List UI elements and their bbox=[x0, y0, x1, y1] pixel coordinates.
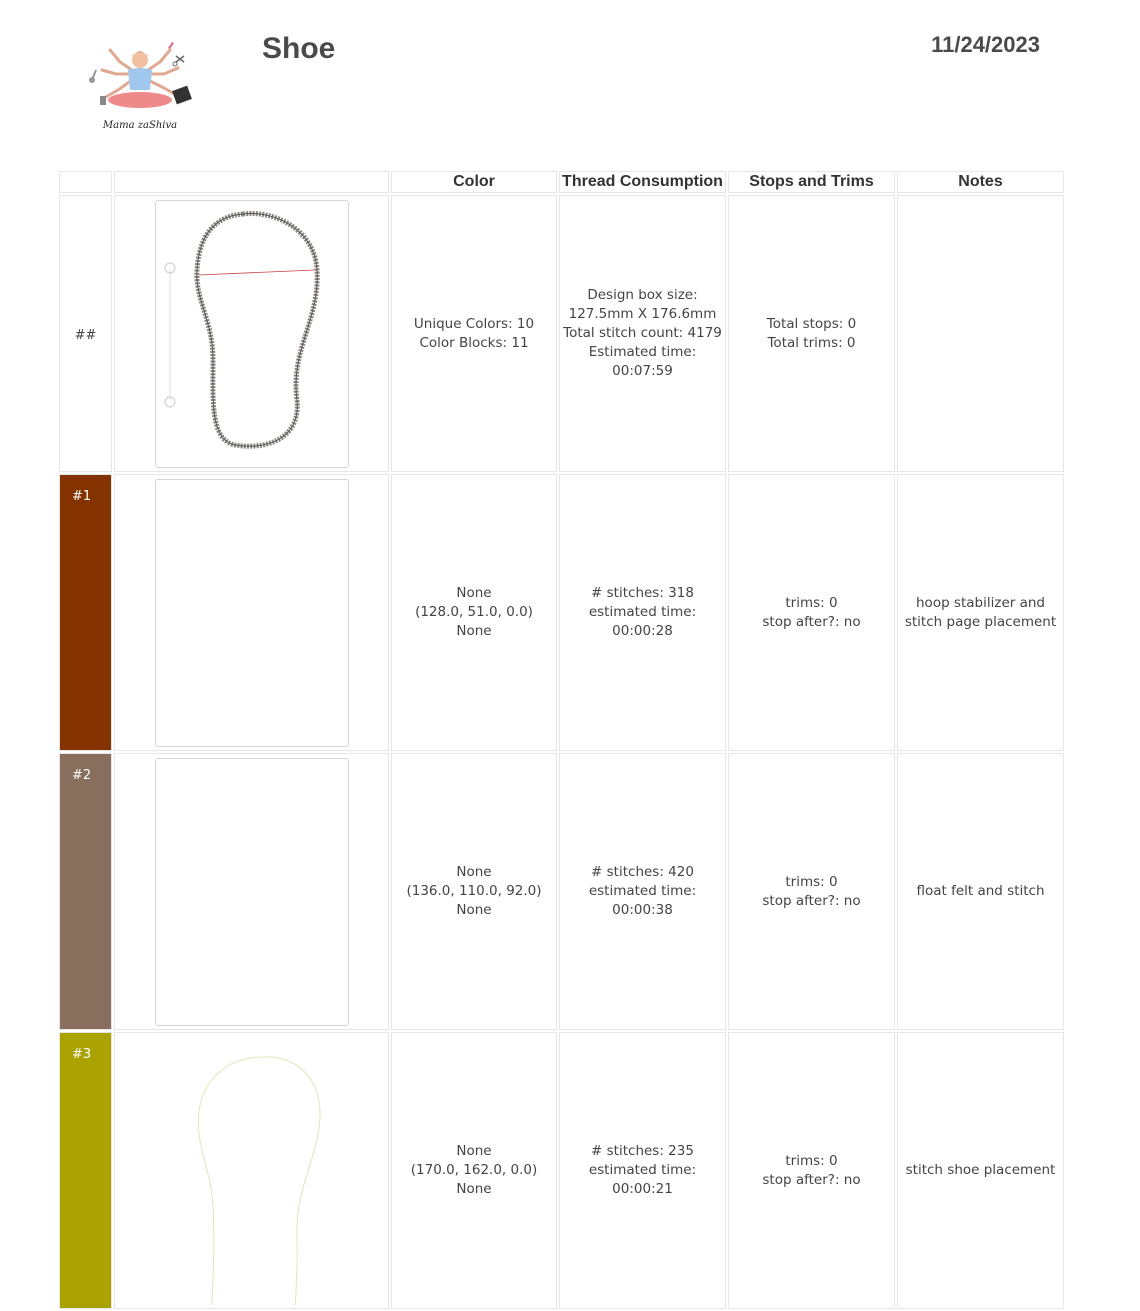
summary-stops bbox=[728, 195, 895, 472]
logo bbox=[80, 40, 200, 135]
total-stops: Total stops: 0 bbox=[766, 315, 857, 332]
color-block-row bbox=[59, 474, 1064, 751]
block-notes bbox=[897, 474, 1064, 751]
color-block-row bbox=[59, 753, 1064, 1030]
thread-rgb: (136.0, 110.0, 92.0) bbox=[406, 883, 542, 899]
block-preview-frame bbox=[155, 479, 349, 747]
design-box-size: 127.5mm X 176.6mm bbox=[568, 306, 717, 322]
pin-icon bbox=[168, 42, 174, 49]
header-index bbox=[59, 171, 112, 193]
trims: trims: 0 bbox=[785, 594, 838, 611]
block-stops bbox=[728, 753, 895, 1030]
block-preview-cell bbox=[114, 753, 389, 1030]
iron-icon bbox=[172, 86, 192, 105]
estimated-time-label: Estimated time: bbox=[588, 344, 697, 360]
block-index: #3 bbox=[72, 1047, 92, 1062]
spool-icon bbox=[100, 96, 106, 105]
thread-code: None bbox=[456, 623, 492, 639]
trims: trims: 0 bbox=[785, 1152, 838, 1169]
block-thread bbox=[559, 753, 726, 1030]
header-stops-and-trims: Stops and Trims bbox=[728, 171, 895, 193]
note-line: stitch page placement bbox=[904, 613, 1057, 630]
block-notes bbox=[897, 753, 1064, 1030]
color-blocks: Color Blocks: 11 bbox=[419, 334, 529, 351]
block-stops bbox=[728, 1032, 895, 1309]
header-notes: Notes bbox=[897, 171, 1064, 193]
stitch-count: # stitches: 318 bbox=[591, 585, 694, 601]
estimated-time-label: estimated time: bbox=[588, 883, 697, 899]
shoe-outline-preview bbox=[155, 200, 349, 468]
header-image bbox=[114, 171, 389, 193]
shoe-placement-preview bbox=[155, 1037, 349, 1305]
color-swatch bbox=[59, 474, 112, 751]
header-thread-consumption: Thread Consumption bbox=[559, 171, 726, 193]
thread-name: None bbox=[456, 585, 492, 601]
unique-colors: Unique Colors: 10 bbox=[413, 315, 535, 332]
estimated-time-value: 00:00:38 bbox=[612, 902, 673, 918]
total-trims: Total trims: 0 bbox=[767, 334, 856, 351]
thread-rgb: (128.0, 51.0, 0.0) bbox=[415, 604, 533, 620]
block-preview-cell bbox=[114, 1032, 389, 1309]
color-block-row bbox=[59, 1032, 1064, 1309]
block-index: #2 bbox=[72, 768, 92, 783]
thread-rgb: (170.0, 162.0, 0.0) bbox=[410, 1162, 538, 1178]
page-title: Shoe bbox=[262, 32, 336, 65]
block-preview-frame bbox=[155, 758, 349, 1026]
note-line: float felt and stitch bbox=[916, 883, 1045, 899]
document-date: 11/24/2023 bbox=[931, 32, 1040, 57]
color-swatch bbox=[59, 753, 112, 1030]
thread-name: None bbox=[456, 1143, 492, 1159]
estimated-time-label: estimated time: bbox=[588, 604, 697, 620]
stitch-count: # stitches: 420 bbox=[591, 864, 694, 880]
note-line: stitch shoe placement bbox=[905, 1162, 1056, 1178]
logo-illustration bbox=[80, 40, 200, 135]
stop-after: stop after?: no bbox=[762, 1171, 861, 1188]
block-preview-cell bbox=[114, 474, 389, 751]
thread-name: None bbox=[456, 864, 492, 880]
color-swatch bbox=[59, 1032, 112, 1309]
thread-code: None bbox=[456, 1181, 492, 1197]
color-sequence-table bbox=[57, 169, 1066, 1311]
total-stitch-count: Total stitch count: 4179 bbox=[563, 325, 722, 341]
stop-after: stop after?: no bbox=[762, 892, 861, 909]
header-color: Color bbox=[391, 171, 557, 193]
estimated-time-value: 00:07:59 bbox=[612, 363, 673, 379]
summary-thread bbox=[559, 195, 726, 472]
block-color bbox=[391, 753, 557, 1030]
summary-color bbox=[391, 195, 557, 472]
design-preview-cell bbox=[114, 195, 389, 472]
stitch-count: # stitches: 235 bbox=[591, 1143, 694, 1159]
note-line: hoop stabilizer and bbox=[916, 594, 1045, 611]
trims: trims: 0 bbox=[785, 873, 838, 890]
block-thread bbox=[559, 474, 726, 751]
stop-after: stop after?: no bbox=[762, 613, 861, 630]
block-notes bbox=[897, 1032, 1064, 1309]
logo-text: Mama zaShiva bbox=[102, 120, 178, 131]
table-header-row bbox=[59, 171, 1064, 193]
block-stops bbox=[728, 474, 895, 751]
block-thread bbox=[559, 1032, 726, 1309]
summary-notes bbox=[897, 195, 1064, 472]
block-index: #1 bbox=[72, 489, 92, 504]
estimated-time-value: 00:00:28 bbox=[612, 623, 673, 639]
block-color bbox=[391, 474, 557, 751]
estimated-time-value: 00:00:21 bbox=[612, 1181, 673, 1197]
summary-index: ## bbox=[74, 328, 97, 343]
estimated-time-label: estimated time: bbox=[588, 1162, 697, 1178]
block-color bbox=[391, 1032, 557, 1309]
summary-index-cell bbox=[59, 195, 112, 472]
design-box-label: Design box size: bbox=[587, 287, 698, 303]
summary-row bbox=[59, 195, 1064, 472]
thread-code: None bbox=[456, 902, 492, 918]
